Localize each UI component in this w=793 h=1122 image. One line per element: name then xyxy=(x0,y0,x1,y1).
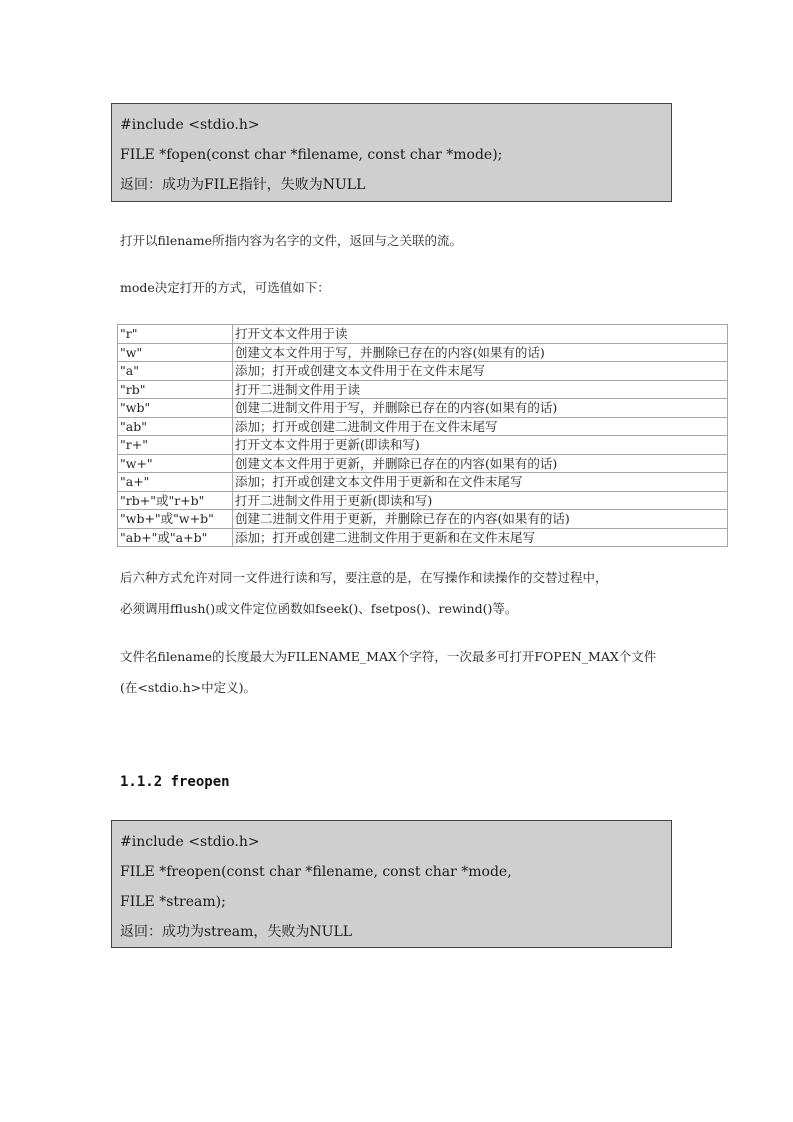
mode-cell: "rb" xyxy=(118,380,233,399)
code-line: FILE *freopen(const char *filename, const char *mode, xyxy=(120,864,512,880)
description-cell: 创建文本文件用于更新，并删除已存在的内容(如果有的话) xyxy=(233,454,728,473)
mode-cell: "wb+"或"w+b" xyxy=(118,510,233,529)
paragraph-six-modes-line1: 后六种方式允许对同一文件进行读和写，要注意的是，在写操作和读操作的交替过程中， xyxy=(120,570,608,585)
paragraph-six-modes-line2: 必须调用fflush()或文件定位函数如fseek()、fsetpos()、rewind()等。 xyxy=(120,601,518,616)
mode-cell: "r+" xyxy=(118,436,233,455)
table-row xyxy=(118,325,728,344)
description-cell: 创建二进制文件用于写，并删除已存在的内容(如果有的话) xyxy=(233,399,728,418)
mode-table xyxy=(117,324,728,547)
mode-cell: "ab+"或"a+b" xyxy=(118,528,233,547)
mode-cell: "r" xyxy=(118,325,233,344)
description-cell: 添加；打开或创建二进制文件用于在文件末尾写 xyxy=(233,417,728,436)
code-line: 返回：成功为stream，失败为NULL xyxy=(120,924,353,940)
table-row xyxy=(118,362,728,381)
table-row xyxy=(118,510,728,529)
table-row xyxy=(118,436,728,455)
description-cell: 打开文本文件用于读 xyxy=(233,325,728,344)
table-row xyxy=(118,399,728,418)
table-row xyxy=(118,528,728,547)
paragraph-filename-line1: 文件名filename的长度最大为FILENAME_MAX个字符，一次最多可打开FOPEN_MAX个文件 xyxy=(120,649,657,664)
mode-cell: "w+" xyxy=(118,454,233,473)
description-cell: 创建文本文件用于写，并删除已存在的内容(如果有的话) xyxy=(233,343,728,362)
mode-cell: "a" xyxy=(118,362,233,381)
paragraph-open-description: 打开以filename所指内容为名字的文件，返回与之关联的流。 xyxy=(120,233,462,248)
description-cell: 添加；打开或创建文本文件用于更新和在文件末尾写 xyxy=(233,473,728,492)
fopen-signature-box xyxy=(111,103,672,202)
table-row xyxy=(118,491,728,510)
freopen-signature-box xyxy=(111,820,672,948)
section-heading: 1.1.2 freopen xyxy=(120,774,230,790)
table-row xyxy=(118,343,728,362)
mode-cell: "ab" xyxy=(118,417,233,436)
code-line: FILE *stream); xyxy=(120,894,226,910)
paragraph-filename-line2: (在<stdio.h>中定义)。 xyxy=(120,680,256,695)
description-cell: 打开二进制文件用于更新(即读和写) xyxy=(233,491,728,510)
description-cell: 添加；打开或创建文本文件用于在文件末尾写 xyxy=(233,362,728,381)
description-cell: 创建二进制文件用于更新，并删除已存在的内容(如果有的话) xyxy=(233,510,728,529)
mode-cell: "rb+"或"r+b" xyxy=(118,491,233,510)
code-line: #include <stdio.h> xyxy=(120,834,260,850)
mode-cell: "w" xyxy=(118,343,233,362)
description-cell: 添加；打开或创建二进制文件用于更新和在文件末尾写 xyxy=(233,528,728,547)
code-line: FILE *fopen(const char *filename, const char *mode); xyxy=(120,147,503,163)
table-row xyxy=(118,473,728,492)
table-row xyxy=(118,380,728,399)
description-cell: 打开二进制文件用于读 xyxy=(233,380,728,399)
table-row xyxy=(118,454,728,473)
mode-cell: "wb" xyxy=(118,399,233,418)
paragraph-mode-intro: mode决定打开的方式，可选值如下： xyxy=(120,280,330,295)
description-cell: 打开文本文件用于更新(即读和写) xyxy=(233,436,728,455)
code-line: 返回：成功为FILE指针，失败为NULL xyxy=(120,177,366,193)
code-line: #include <stdio.h> xyxy=(120,117,260,133)
mode-cell: "a+" xyxy=(118,473,233,492)
table-row xyxy=(118,417,728,436)
